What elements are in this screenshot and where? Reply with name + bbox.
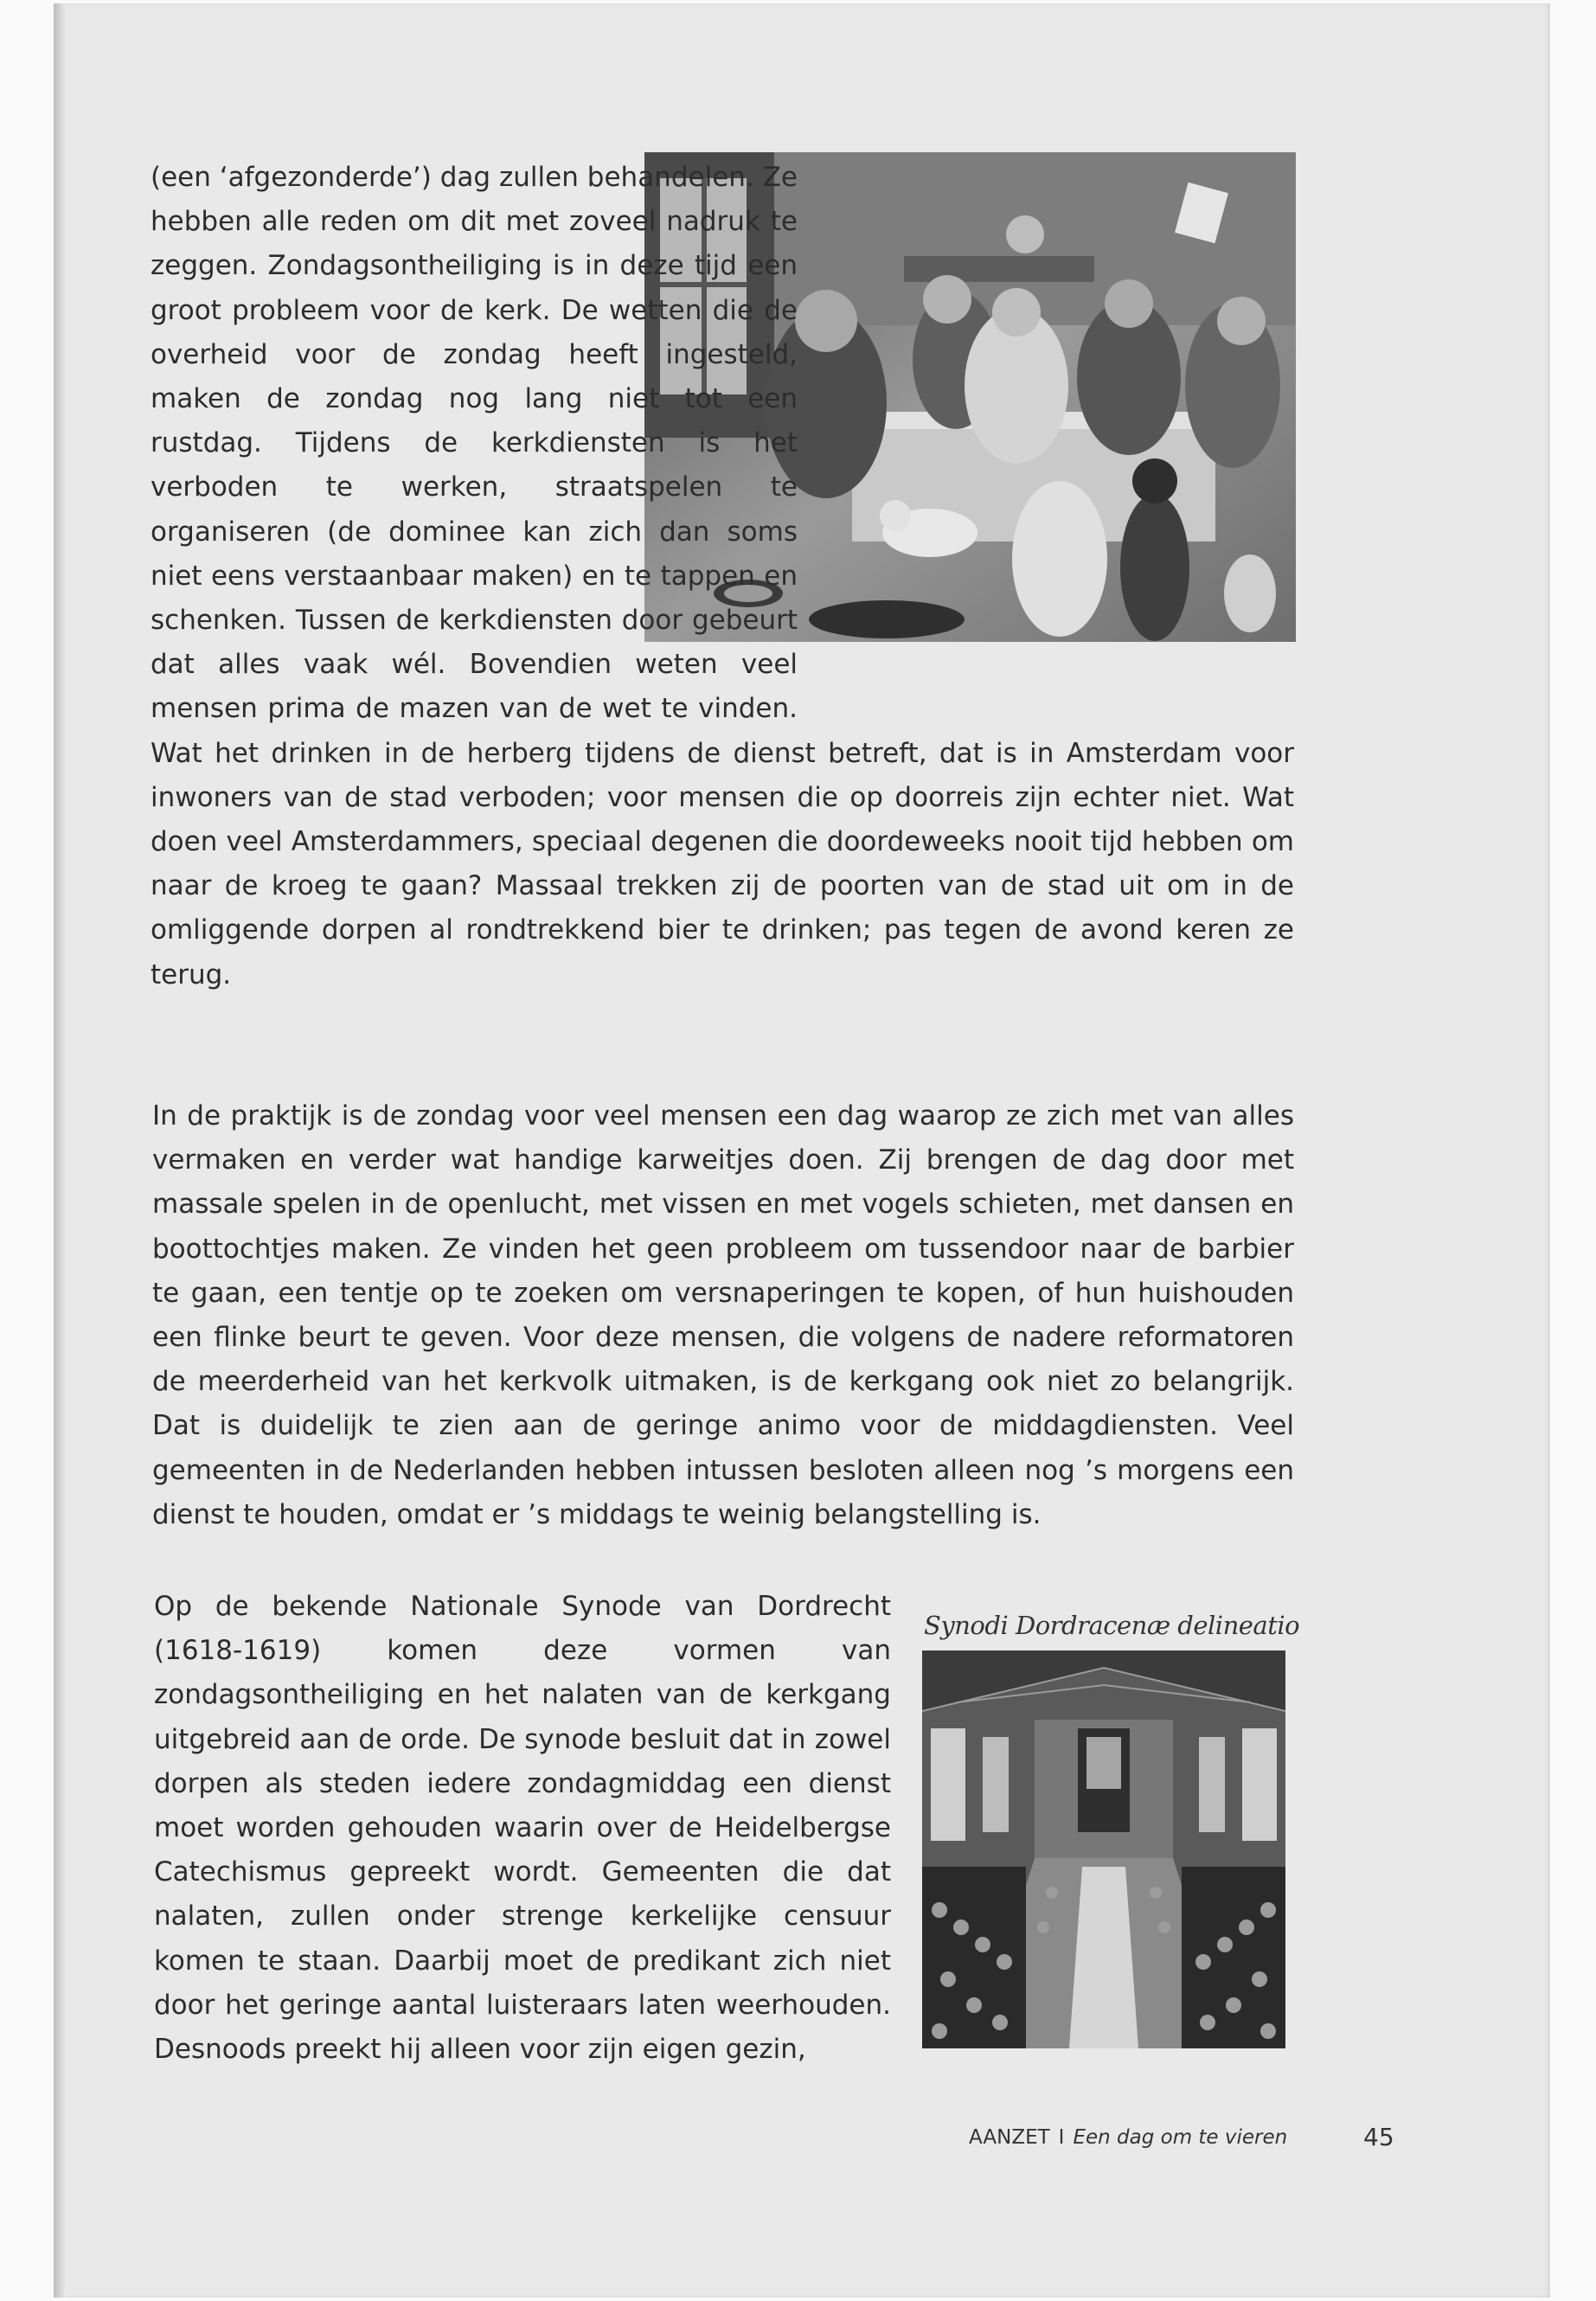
running-footer xyxy=(969,2126,1287,2149)
body-paragraph-1 xyxy=(151,156,1294,997)
paragraph-text: (een ‘afgezonderde’) dag zullen behandelen. Ze hebben alle reden om dit met zoveel nadruk te zeggen. Zondagsontheiliging is in deze tijd een groot probleem voor de kerk. De wetten die de overheid voor de zondag heeft ingesteld, maken de zondag nog lang niet tot een rustdag. Tijdens de kerkdiensten is het verboden te werken, straatspelen te organiseren (de dominee kan zich dan soms niet eens verstaanbaar maken) en te tappen en schenken. Tussen de kerkdiensten door gebeurt dat alles vaak wél. Bovendien weten veel mensen prima de mazen van de wet te vinden. Wat het drinken in de herberg tijdens de dienst betreft, dat is in Amsterdam voor inwoners van de stad verboden; voor mensen die op doorreis zijn echter niet. Wat doen veel Amsterdammers, speciaal degenen die doordeweeks nooit tijd hebben om naar de kroeg te gaan? Massaal trekken zij de poorten van de stad uit om in de omliggende dorpen al rondtrekkend bier te drinken; pas tegen de avond keren ze terug. xyxy=(151,162,1294,990)
body-paragraph-2 xyxy=(152,1094,1294,1537)
body-paragraph-3 xyxy=(154,1585,891,2072)
painting-float-spacer xyxy=(798,156,1294,692)
page-gutter-shadow xyxy=(54,3,66,2298)
footer-section: AANZET xyxy=(969,2126,1050,2149)
footer-subtitle: Een dag om te vieren xyxy=(1073,2126,1288,2149)
paragraph-text: In de praktijk is de zondag voor veel mensen een dag waarop ze zich met van alles vermaken en verder wat handige karweitjes doen. Zij brengen de dag door met massale spelen in de openlucht, met vissen en met vogels schieten, met dansen en boottochtjes maken. Ze vinden het geen probleem om tussendoor naar de barbier te gaan, een tentje op te zoeken om versnaperingen te kopen, of hun huishouden een flinke beurt te geven. Voor deze mensen, die volgens de nadere reformatoren de meerderheid van het kerkvolk uitmaken, is de kerkgang ook niet zo belangrijk. Dat is duidelijk te zien aan de geringe animo voor de middagdiensten. Veel gemeenten in de Nederlanden hebben intussen besloten alleen nog ’s morgens een dienst te houden, omdat er ’s middags te weinig belangstelling is. xyxy=(152,1100,1294,1530)
engraving-title: Synodi Dordracenæ delineatio xyxy=(924,1611,1300,1640)
engraving-illustration xyxy=(922,1650,1285,2048)
footer-separator: I xyxy=(1058,2126,1065,2149)
paragraph-text: Op de bekende Nationale Synode van Dordrecht (1618-1619) komen deze vormen van zondagsontheiliging en het nalaten van de kerkgang uitgebreid aan de orde. De synode besluit dat in zowel dorpen als steden iedere zondagmiddag een dienst moet worden gehouden waarin over de Heidelbergse Catechismus gepreekt wordt. Gemeenten die dat nalaten, zullen onder strenge kerkelijke censuur komen te staan. Daarbij moet de predikant zich niet door het geringe aantal luisteraars laten weerhouden. Desnoods preekt hij alleen voor zijn eigen gezin, xyxy=(154,1591,891,2066)
page-number: 45 xyxy=(1363,2123,1394,2151)
